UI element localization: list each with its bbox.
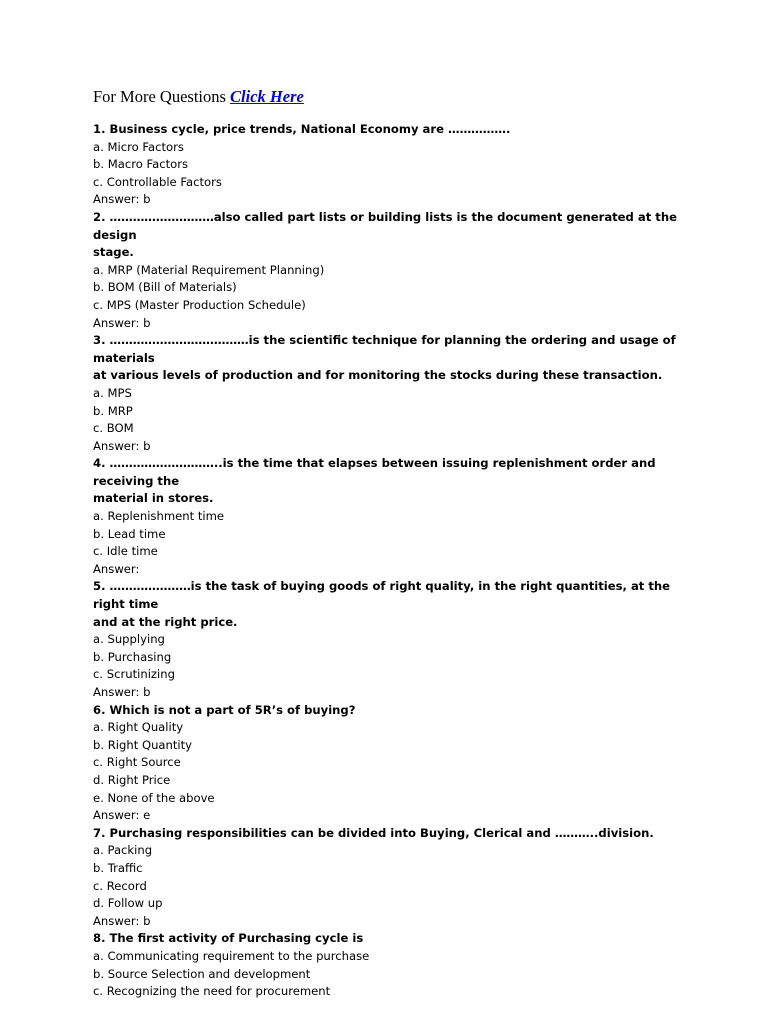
question-block: [93, 578, 693, 701]
answer-option: b. MRP: [93, 403, 133, 418]
answer-option: a. Micro Factors: [93, 139, 184, 154]
answer-key: Answer: b: [93, 315, 151, 330]
answer-option: a. Packing: [93, 843, 153, 858]
answer-option: a. MRP (Material Requirement Planning): [93, 262, 325, 277]
question-text: 4. ………………………..is the time that elapses between issuing replenishment order and receiving the: [93, 456, 660, 488]
question-text: stage.: [93, 245, 134, 260]
answer-option: c. Record: [93, 878, 147, 893]
answer-option: b. BOM (Bill of Materials): [93, 280, 237, 295]
answer-option: c. Recognizing the need for procurement: [93, 984, 331, 999]
question-text: 1. Business cycle, price trends, National Economy are …………….: [93, 122, 511, 136]
answer-option: b. Right Quantity: [93, 737, 193, 752]
answer-key: Answer: b: [93, 192, 151, 207]
question-text: 2. ………………………also called part lists or building lists is the document generated at the design: [93, 209, 681, 242]
question-list: [93, 121, 693, 1001]
answer-option: c. MPS (Master Production Schedule): [93, 297, 306, 312]
answer-option: b. Source Selection and development: [93, 966, 311, 981]
answer-option: b. Traffic: [93, 860, 143, 875]
header-text: For More Questions: [93, 87, 231, 106]
answer-option: b. Lead time: [93, 526, 166, 541]
document-page: [93, 86, 693, 1001]
question-block: [93, 209, 693, 332]
question-text: material in stores.: [93, 491, 214, 506]
answer-option: a. MPS: [93, 385, 132, 400]
answer-option: d. Follow up: [93, 896, 163, 911]
answer-option: e. None of the above: [93, 790, 215, 805]
click-here-link[interactable]: Click Here: [230, 87, 304, 106]
answer-option: a. Right Quality: [93, 720, 184, 735]
answer-option: a. Communicating requirement to the purchase: [93, 948, 370, 963]
answer-key: Answer: b: [93, 685, 151, 699]
answer-option: a. Replenishment time: [93, 509, 225, 524]
answer-key: Answer:: [93, 561, 140, 576]
answer-option: c. Right Source: [93, 755, 181, 770]
answer-key: Answer: b: [93, 913, 151, 928]
answer-option: c. Idle time: [93, 544, 158, 559]
answer-option: c. BOM: [93, 421, 134, 436]
answer-key: Answer: b: [93, 438, 151, 453]
question-block: [93, 121, 693, 209]
question-text: 3. ………………………………is the scientific technique for planning the ordering and usage of materials: [93, 333, 680, 365]
answer-key: Answer: e: [93, 808, 151, 823]
question-text: 8. The first activity of Purchasing cycle is: [93, 931, 364, 946]
answer-option: c. Controllable Factors: [93, 174, 222, 189]
question-text: 5. …………………is the task of buying goods of right quality, in the right quantities, at the right time: [93, 579, 675, 612]
question-block: [93, 825, 693, 931]
answer-option: d. Right Price: [93, 772, 171, 787]
question-text: 6. Which is not a part of 5R’s of buying?: [93, 702, 356, 717]
answer-option: b. Purchasing: [93, 649, 172, 664]
answer-option: a. Supplying: [93, 632, 165, 647]
question-text: 7. Purchasing responsibilities can be divided into Buying, Clerical and ………..division.: [93, 825, 654, 840]
answer-option: b. Macro Factors: [93, 157, 189, 172]
question-block: [93, 702, 693, 825]
question-block: [93, 332, 693, 455]
question-block: [93, 455, 693, 578]
question-text: at various levels of production and for monitoring the stocks during these transaction.: [93, 368, 663, 383]
answer-option: c. Scrutinizing: [93, 667, 175, 682]
question-text: and at the right price.: [93, 614, 238, 629]
header-line: [93, 86, 693, 108]
question-block: [93, 930, 693, 1000]
